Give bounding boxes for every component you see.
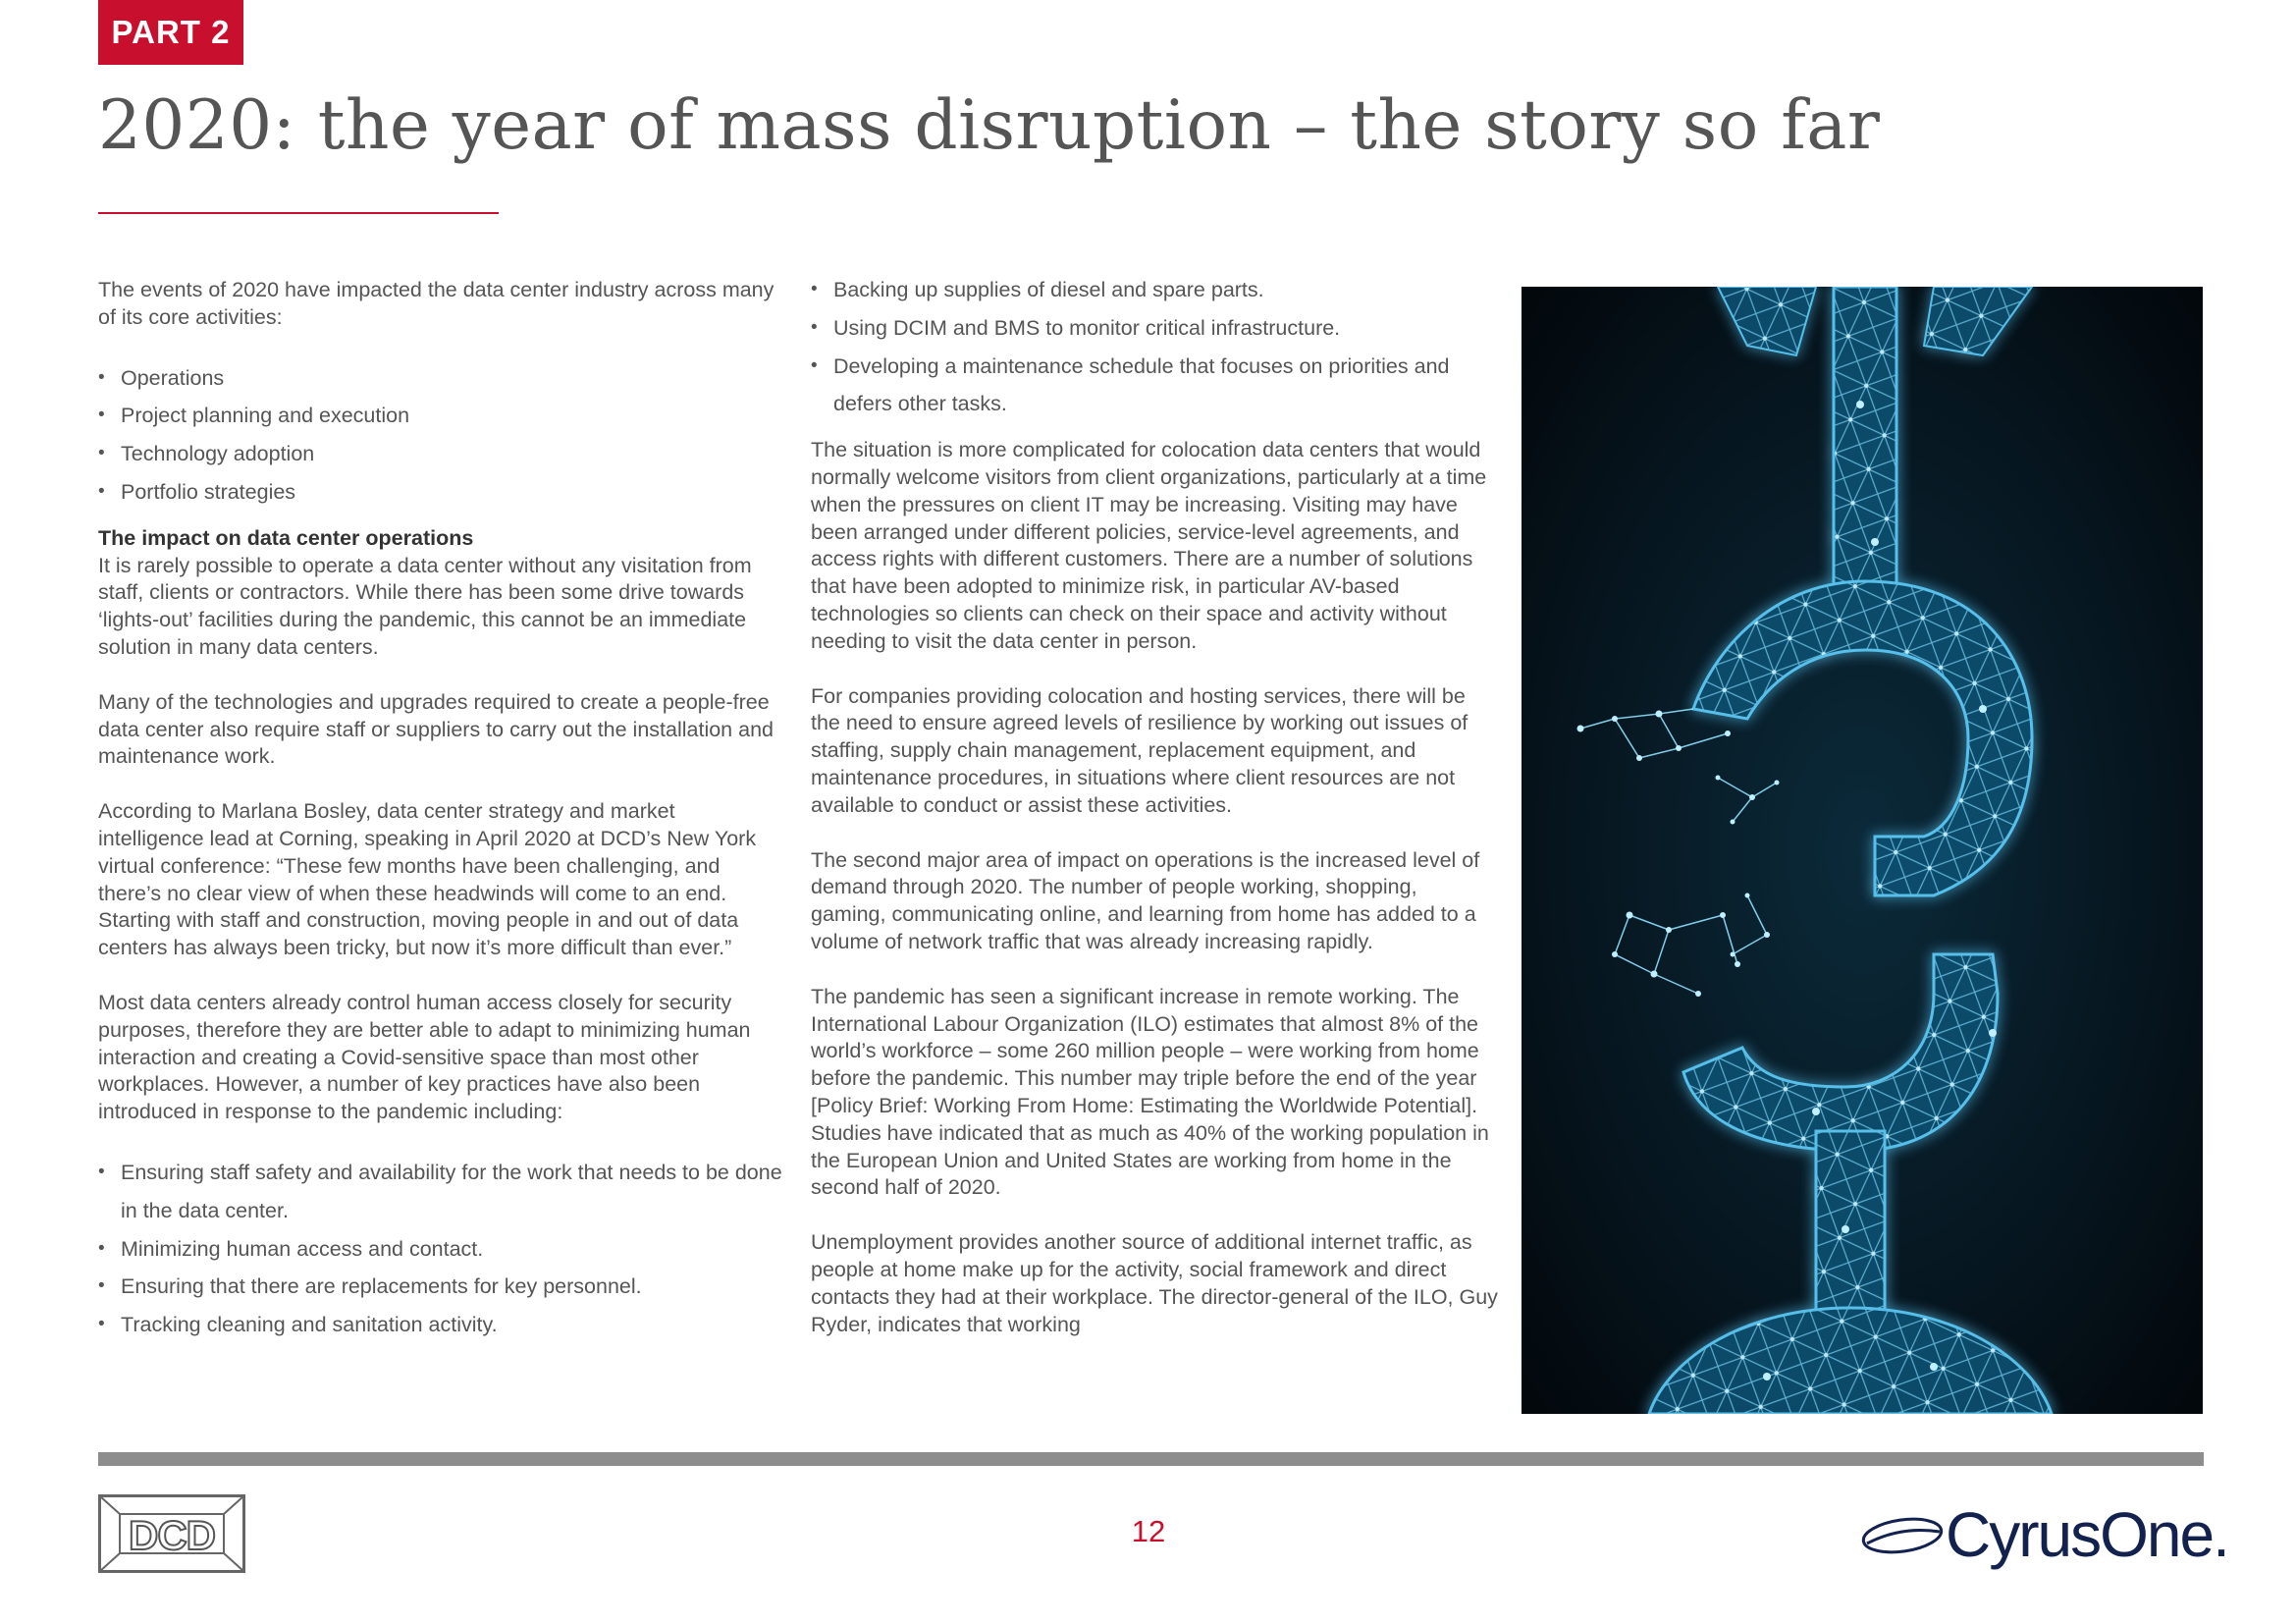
list-item: • Developing a maintenance schedule that focuses on priorities and defers other tasks. (811, 348, 1498, 424)
cyrusone-logo (1855, 1490, 2228, 1579)
paragraph: For companies providing colocation and hosting services, there will be the need to ensure agreed levels of resilience by working out issues of staffing, supply chain management, replacement equipment, and maintenance procedures, in situations where client resources are not available to conduct or assist these activities. (811, 683, 1468, 817)
paragraph: It is rarely possible to operate a data center without any visitation from staff, clients or contractors. While there has been some drive towards ‘lights-out’ facilities during the pandemic, this cannot be an immediate solution in many data centers. (98, 553, 752, 659)
cyrusone-swoosh-icon (1855, 1504, 1946, 1573)
list-item: • Operations (98, 359, 785, 398)
paragraph: The situation is more complicated for colocation data centers that would normally welcome visitors from client organizations, particularly at a time when the pressures on client IT may be increasing. Visiting may have been arranged under different policies, service-level agreements, and access rights with different customers. There are a number of solutions that have been adopted to minimize risk, in particular AV-based technologies so clients can check on their space and activity without needing to visit the data center in person. (811, 438, 1487, 653)
paragraph: The second major area of impact on operations is the increased level of demand through 2020. The number of people working, shopping, gaming, communicating online, and learning from home has added to a volume of network traffic that was already increasing rapidly. (811, 847, 1480, 953)
list-item: • Ensuring that there are replacements for key personnel. (98, 1268, 785, 1306)
title-underline (98, 212, 499, 214)
text-column-left (98, 277, 785, 1344)
key-practices-list (98, 1154, 785, 1344)
list-item: • Portfolio strategies (98, 473, 785, 512)
page-number: 12 (1131, 1514, 1166, 1548)
list-item: • Technology adoption (98, 435, 785, 473)
page-title: 2020: the year of mass disruption – the story so far (98, 86, 1881, 165)
section-heading: The impact on data center operations (98, 525, 474, 550)
key-practices-list-continued (811, 271, 1498, 423)
list-item: • Minimizing human access and contact. (98, 1230, 785, 1269)
dcd-logo (98, 1494, 245, 1573)
cyrusone-wordmark: CyrusOne. (1946, 1499, 2228, 1570)
paragraph: Unemployment provides another source of additional internet traffic, as people at home make up for the activity, social framework and direct contacts they had at their workplace. The director-general of the ILO, Guy Ryder, indicates that working (811, 1230, 1498, 1336)
paragraph: The pandemic has seen a significant increase in remote working. The International Labour Organization (ILO) estimates that almost 8% of the world’s workforce – some 260 million people – were working from home before the pandemic. This number may triple before the end of the year [Policy Brief: Working From Home: Estimating the Worldwide Potential]. Studies have indicated that as much as 40% of the working population in the European Union and United States are working from home in the second half of 2020. (811, 984, 1489, 1200)
list-item: • Ensuring staff safety and availability for the work that needs to be done in the data center. (98, 1154, 785, 1230)
text-column-middle (811, 277, 1498, 1338)
paragraph: Many of the technologies and upgrades required to create a people-free data center also require staff or suppliers to carry out the installation and maintenance work. (98, 689, 774, 769)
dcd-logo-text: DCD (129, 1512, 215, 1558)
footer-divider (98, 1452, 2204, 1466)
core-activities-list (98, 359, 785, 512)
paragraph: According to Marlana Bosley, data center strategy and market intelligence lead at Corning, speaking in April 2020 at DCD’s New York virtual conference: “These few months have been challenging, and there’s no clear view of when these headwinds will come to an end. Starting with staff and construction, moving people in and out of data centers has always been tricky, but now it’s more difficult than ever.” (98, 799, 757, 960)
list-item: • Backing up supplies of diesel and spare parts. (811, 271, 1498, 309)
list-item: • Using DCIM and BMS to monitor critical infrastructure. (811, 309, 1498, 348)
part-label: PART 2 (98, 0, 243, 65)
paragraph: Most data centers already control human access closely for security purposes, therefore they are better able to adapt to minimizing human interaction and creating a Covid-sensitive space than most other workplaces. However, a number of key practices have also been introduced in response to the pandemic including: (98, 990, 751, 1124)
list-item: • Tracking cleaning and sanitation activity. (98, 1306, 785, 1344)
list-item: • Project planning and execution (98, 397, 785, 435)
broken-chain-image (1522, 287, 2203, 1414)
intro-paragraph: The events of 2020 have impacted the data center industry across many of its core activities: (98, 278, 774, 329)
